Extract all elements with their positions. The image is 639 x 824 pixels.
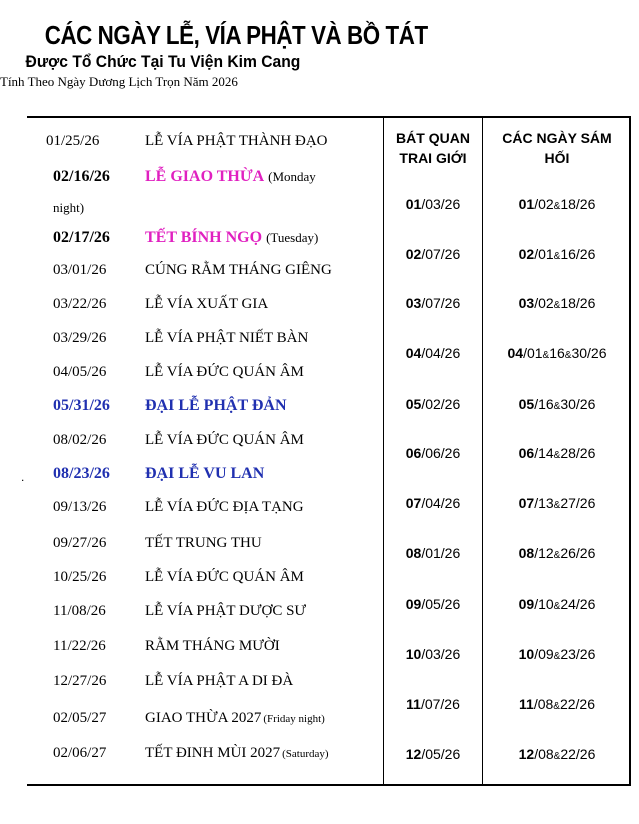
bat-quan-month: 07 xyxy=(405,495,422,511)
bat-quan-month: 10 xyxy=(405,646,422,662)
sam-hoi-joiner: & xyxy=(564,350,572,361)
event-title: GIAO THỪA 2027 xyxy=(145,710,262,726)
sam-hoi-day: /01 xyxy=(534,246,554,262)
sam-hoi-month: 12 xyxy=(518,746,535,762)
bat-quan-day: /04/26 xyxy=(421,495,461,511)
sam-hoi-dates xyxy=(484,596,630,612)
page-subtitle-year: Tính Theo Ngày Dương Lịch Trọn Năm 2026 xyxy=(0,74,238,89)
sam-hoi-joiner: & xyxy=(553,500,561,511)
sam-hoi-dates xyxy=(484,345,630,361)
bat-quan-month: 06 xyxy=(405,445,422,461)
bat-quan-day: /01/26 xyxy=(421,545,461,561)
sam-hoi-day: /09 xyxy=(534,646,554,662)
event-title: LỄ VÍA ĐỨC ĐỊA TẠNG xyxy=(145,499,304,515)
sam-hoi-day: /13 xyxy=(534,495,554,511)
sam-hoi-month: 03 xyxy=(518,295,535,311)
event-date: 03/22/26 xyxy=(53,296,107,312)
bat-quan-date xyxy=(385,696,481,712)
event-name xyxy=(145,465,264,483)
sam-hoi-day: /02 xyxy=(534,295,554,311)
event-note: (Saturday) xyxy=(282,748,329,760)
sam-hoi-month: 11 xyxy=(519,696,534,712)
sam-hoi-joiner: & xyxy=(553,651,561,662)
sam-hoi-day: 30/26 xyxy=(560,396,596,412)
event-title: TẾT BÍNH NGỌ xyxy=(145,229,263,246)
sam-hoi-joiner: & xyxy=(553,401,561,412)
bat-quan-date xyxy=(385,295,481,311)
event-title: LỄ VÍA ĐỨC QUÁN ÂM xyxy=(145,364,304,380)
bat-quan-day: /03/26 xyxy=(421,196,461,212)
bat-quan-date xyxy=(385,196,481,212)
stray-dot: . xyxy=(21,470,25,484)
bat-quan-month: 02 xyxy=(405,246,422,262)
event-title: RẰM THÁNG MƯỜI xyxy=(145,638,280,654)
event-date: 02/06/27 xyxy=(53,745,107,761)
event-name xyxy=(145,168,316,186)
sam-hoi-day: 24/26 xyxy=(560,596,596,612)
event-name xyxy=(145,745,329,762)
event-title: ĐẠI LỄ VU LAN xyxy=(145,465,265,482)
bat-quan-header-line2: TRAI GIỚI xyxy=(399,150,467,166)
sam-hoi-header-line1: CÁC NGÀY SÁM xyxy=(502,130,612,146)
sam-hoi-day: /10 xyxy=(534,596,554,612)
sam-hoi-dates xyxy=(484,746,630,762)
sam-hoi-month: 01 xyxy=(518,196,535,212)
sam-hoi-header-line2: HỐI xyxy=(544,150,570,166)
bat-quan-day: /06/26 xyxy=(421,445,461,461)
sam-hoi-header xyxy=(484,128,630,168)
sam-hoi-day: /08 xyxy=(533,696,554,712)
sam-hoi-dates xyxy=(484,295,630,311)
event-name xyxy=(145,330,308,347)
event-title: LỄ VÍA PHẬT NIẾT BÀN xyxy=(145,330,309,346)
event-name xyxy=(145,364,304,381)
sam-hoi-joiner: & xyxy=(553,450,561,461)
event-date: 04/05/26 xyxy=(53,364,107,380)
sam-hoi-day: 23/26 xyxy=(560,646,596,662)
sam-hoi-dates xyxy=(484,545,630,561)
event-date: 02/05/27 xyxy=(53,710,107,726)
event-title: LỄ VÍA ĐỨC QUÁN ÂM xyxy=(145,432,304,448)
sam-hoi-dates xyxy=(484,445,630,461)
sam-hoi-day: 18/26 xyxy=(560,196,596,212)
sam-hoi-day: 16/26 xyxy=(560,246,596,262)
event-title: ĐẠI LỄ PHẬT ĐẢN xyxy=(145,397,287,414)
event-note: (Monday xyxy=(268,169,316,184)
page-title: CÁC NGÀY LỄ, VÍA PHẬT VÀ BỒ TÁT xyxy=(44,20,428,50)
bat-quan-header-line1: BÁT QUAN xyxy=(396,130,470,146)
sam-hoi-day: 27/26 xyxy=(560,495,596,511)
event-name xyxy=(145,397,287,415)
event-name xyxy=(145,499,304,516)
event-date: 02/16/26 xyxy=(53,168,110,185)
sam-hoi-joiner: & xyxy=(553,751,561,762)
event-date: 09/27/26 xyxy=(53,535,107,551)
event-title: TẾT TRUNG THU xyxy=(145,535,262,551)
column-divider-2 xyxy=(482,116,483,786)
bat-quan-day: /05/26 xyxy=(421,596,461,612)
event-title: LỄ VÍA ĐỨC QUÁN ÂM xyxy=(145,569,304,585)
event-date: 03/01/26 xyxy=(53,262,107,278)
bat-quan-day: /04/26 xyxy=(421,345,461,361)
bat-quan-day: /07/26 xyxy=(420,696,460,712)
sam-hoi-month: 10 xyxy=(518,646,535,662)
sam-hoi-month: 08 xyxy=(518,545,535,561)
sam-hoi-day: /02 xyxy=(534,196,554,212)
event-name xyxy=(145,296,268,313)
sam-hoi-month: 04 xyxy=(507,345,524,361)
bat-quan-date xyxy=(385,545,481,561)
event-name xyxy=(145,535,262,552)
bat-quan-date xyxy=(385,746,481,762)
sam-hoi-joiner: & xyxy=(553,300,561,311)
event-name xyxy=(145,133,328,150)
event-date: 05/31/26 xyxy=(53,397,110,414)
sam-hoi-day: 18/26 xyxy=(560,295,596,311)
event-name xyxy=(145,432,304,449)
table-bottom-border xyxy=(27,784,631,786)
sam-hoi-day: 26/26 xyxy=(560,545,596,561)
sam-hoi-day: 30/26 xyxy=(571,345,607,361)
bat-quan-date xyxy=(385,396,481,412)
event-title: LỄ VÍA XUẤT GIA xyxy=(145,296,269,312)
event-date: 10/25/26 xyxy=(53,569,107,585)
event-date: 03/29/26 xyxy=(53,330,107,346)
bat-quan-month: 08 xyxy=(405,545,422,561)
bat-quan-month: 01 xyxy=(405,196,422,212)
event-name xyxy=(145,603,306,620)
event-note-wrap: night) xyxy=(53,200,85,215)
sam-hoi-dates xyxy=(484,196,630,212)
bat-quan-month: 11 xyxy=(406,696,421,712)
event-note: (Tuesday) xyxy=(266,230,319,245)
event-date: 11/22/26 xyxy=(53,638,106,654)
bat-quan-day: /05/26 xyxy=(421,746,461,762)
event-date: 08/23/26 xyxy=(53,465,110,482)
bat-quan-month: 09 xyxy=(405,596,422,612)
event-name xyxy=(145,638,280,655)
event-title: LỄ VÍA PHẬT A DI ĐÀ xyxy=(145,673,294,689)
sam-hoi-day: 22/26 xyxy=(560,746,596,762)
sam-hoi-month: 05 xyxy=(518,396,535,412)
event-date: 09/13/26 xyxy=(53,499,107,515)
sam-hoi-month: 09 xyxy=(518,596,535,612)
bat-quan-date xyxy=(385,246,481,262)
event-note: (Friday night) xyxy=(263,713,325,725)
sam-hoi-dates xyxy=(484,396,630,412)
sam-hoi-day: /08 xyxy=(534,746,554,762)
sam-hoi-dates xyxy=(484,646,630,662)
sam-hoi-dates xyxy=(484,696,630,712)
sam-hoi-day: 28/26 xyxy=(560,445,596,461)
event-date: 12/27/26 xyxy=(53,673,107,689)
event-date: 01/25/26 xyxy=(46,133,100,149)
event-title: LỄ GIAO THỪA xyxy=(145,168,265,185)
event-title: CÚNG RẰM THÁNG GIÊNG xyxy=(145,262,332,278)
sam-hoi-day: /01 xyxy=(523,345,543,361)
event-title: LỄ VÍA PHẬT DƯỢC SƯ xyxy=(145,603,307,619)
page-subtitle: Được Tổ Chức Tại Tu Viện Kim Cang xyxy=(25,52,301,71)
bat-quan-day: /07/26 xyxy=(421,295,461,311)
bat-quan-month: 04 xyxy=(405,345,422,361)
event-name xyxy=(145,569,304,586)
bat-quan-date xyxy=(385,445,481,461)
bat-quan-month: 12 xyxy=(405,746,422,762)
sam-hoi-dates xyxy=(484,246,630,262)
sam-hoi-joiner: & xyxy=(553,251,561,262)
sam-hoi-dates xyxy=(484,495,630,511)
bat-quan-date xyxy=(385,596,481,612)
bat-quan-header xyxy=(385,128,481,168)
table-top-border xyxy=(27,116,631,118)
bat-quan-date xyxy=(385,345,481,361)
sam-hoi-day: 22/26 xyxy=(559,696,595,712)
bat-quan-day: /07/26 xyxy=(421,246,461,262)
sam-hoi-day: /16 xyxy=(534,396,554,412)
event-title: TẾT ĐINH MÙI 2027 xyxy=(145,745,281,761)
sam-hoi-month: 07 xyxy=(518,495,535,511)
sam-hoi-day: 16 xyxy=(549,345,565,361)
bat-quan-day: /03/26 xyxy=(421,646,461,662)
sam-hoi-joiner: & xyxy=(542,350,550,361)
sam-hoi-month: 06 xyxy=(518,445,535,461)
event-name xyxy=(145,710,325,727)
sam-hoi-day: /14 xyxy=(534,445,554,461)
sam-hoi-day: /12 xyxy=(534,545,554,561)
event-name xyxy=(145,262,332,279)
bat-quan-day: /02/26 xyxy=(421,396,461,412)
sam-hoi-joiner: & xyxy=(553,601,561,612)
event-name xyxy=(145,673,293,690)
sam-hoi-joiner: & xyxy=(553,201,561,212)
sam-hoi-month: 02 xyxy=(518,246,535,262)
bat-quan-month: 03 xyxy=(405,295,422,311)
bat-quan-date xyxy=(385,646,481,662)
event-name xyxy=(145,229,318,247)
bat-quan-month: 05 xyxy=(405,396,422,412)
event-title: LỄ VÍA PHẬT THÀNH ĐẠO xyxy=(145,133,328,149)
event-date: 08/02/26 xyxy=(53,432,107,448)
bat-quan-date xyxy=(385,495,481,511)
sam-hoi-joiner: & xyxy=(553,701,560,712)
event-date: 11/08/26 xyxy=(53,603,106,619)
event-date: 02/17/26 xyxy=(53,229,110,246)
sam-hoi-joiner: & xyxy=(553,550,561,561)
column-divider-1 xyxy=(383,116,384,786)
